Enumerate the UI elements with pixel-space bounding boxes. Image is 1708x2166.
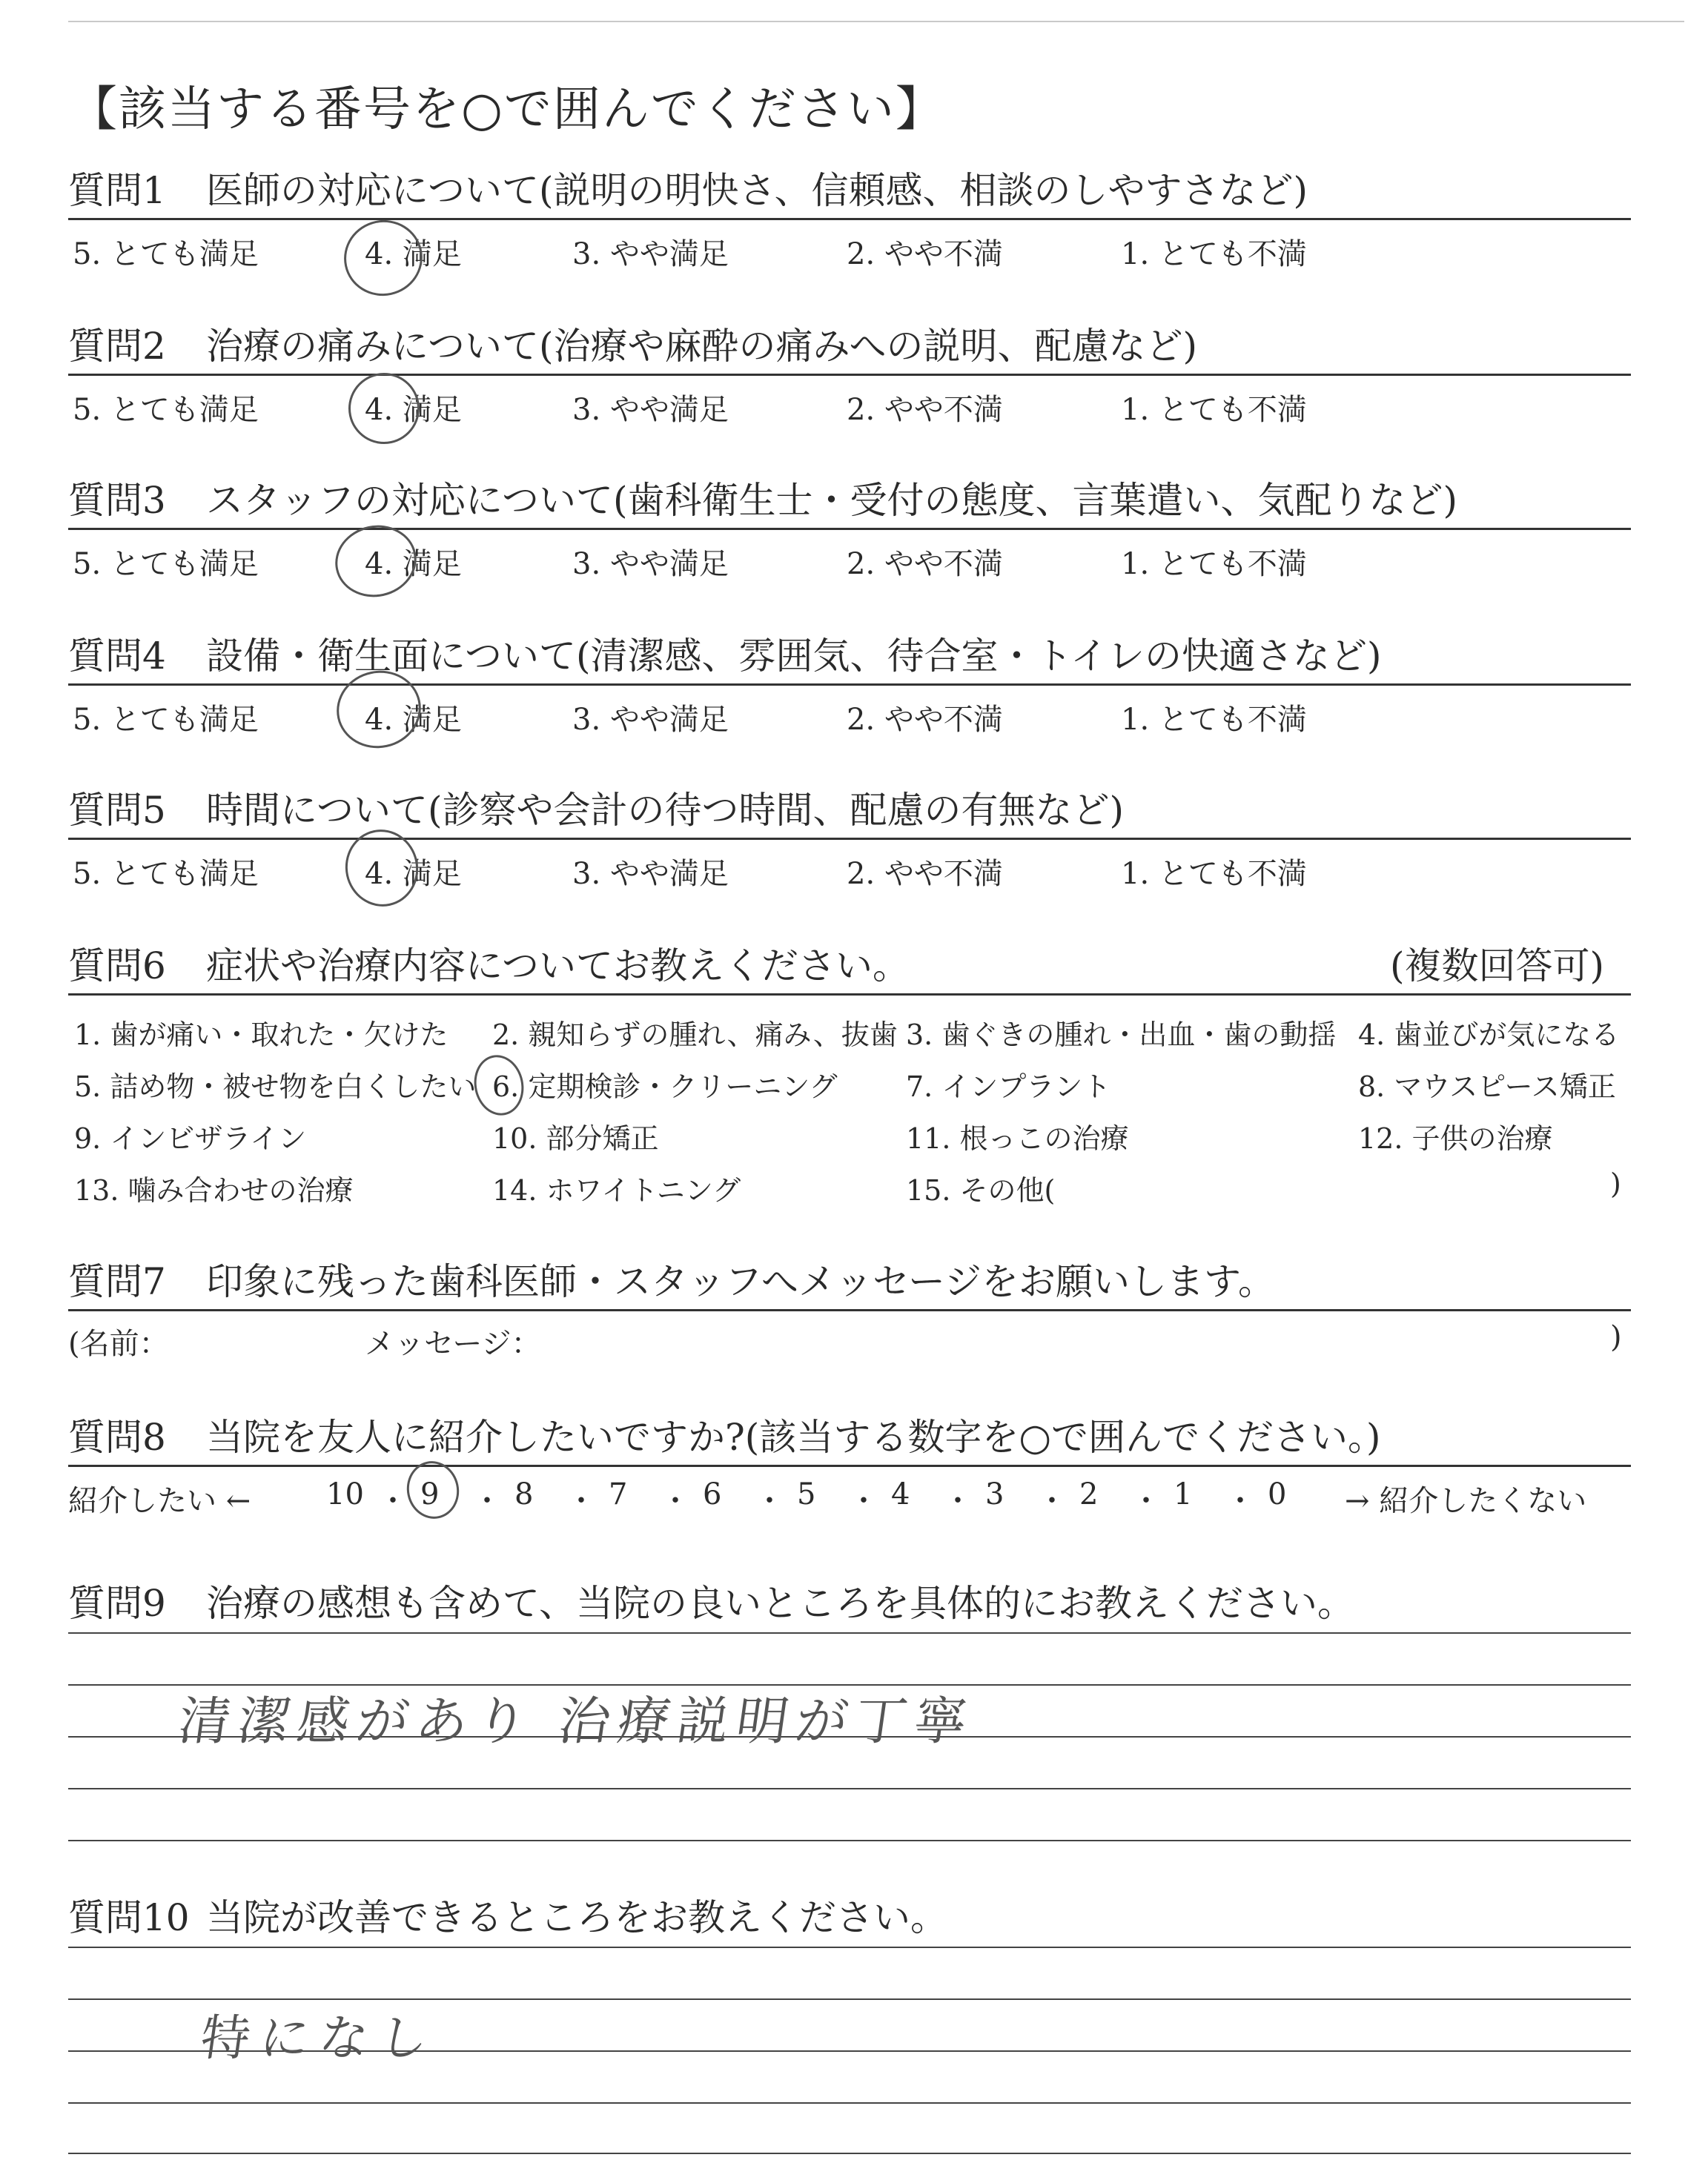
scale-right-label: → 紹介したくない: [1345, 1484, 1587, 1518]
question-text: 印象に残った歯科医師・スタッフへメッセージをお願いします。: [206, 1260, 1275, 1303]
scale-value-6[interactable]: 6: [703, 1477, 722, 1511]
rating-option-3[interactable]: 3. やや満足: [572, 393, 729, 427]
rating-option-5[interactable]: 5. とても満足: [73, 547, 259, 581]
question-text: 医師の対応について(説明の明快さ、信頼感、相談のしやすさなど): [206, 169, 1308, 212]
answer-line: [68, 1840, 1631, 1841]
scale-separator: ・: [661, 1484, 690, 1518]
question-text: 設備・衛生面について(清潔感、雰囲気、待合室・トイレの快適さなど): [206, 635, 1382, 678]
question-title: [68, 784, 1631, 836]
scale-value-0[interactable]: 0: [1268, 1477, 1287, 1511]
rating-options: [68, 840, 1631, 891]
rating-option-4[interactable]: 4. 満足: [365, 703, 462, 737]
message-close-paren: ): [1610, 1320, 1622, 1354]
scale-value-5[interactable]: 5: [797, 1477, 816, 1511]
question-7: [68, 1256, 1631, 1361]
rating-option-4[interactable]: 4. 満足: [365, 857, 462, 891]
scale-separator: ・: [1037, 1484, 1067, 1518]
question-text: 時間について(診察や会計の待つ時間、配慮の有無など): [206, 789, 1125, 832]
rating-option-2[interactable]: 2. やや不満: [847, 857, 1003, 891]
question-text: 当院を友人に紹介したいですか?(該当する数字を○で囲んでください。): [206, 1416, 1381, 1459]
rating-option-3[interactable]: 3. やや満足: [572, 857, 729, 891]
question-9: [68, 1577, 1631, 1911]
symptom-option-6[interactable]: 6. 定期検診・クリーニング: [492, 1070, 838, 1103]
rating-option-4[interactable]: 4. 満足: [365, 237, 462, 271]
rating-options: [68, 686, 1631, 737]
rating-option-3[interactable]: 3. やや満足: [572, 237, 729, 271]
scale-separator: ・: [1131, 1484, 1161, 1518]
answer-line: [68, 2153, 1631, 2154]
rating-option-1[interactable]: 1. とても不満: [1121, 393, 1307, 427]
symptom-option-5[interactable]: 5. 詰め物・被せ物を白くしたい: [74, 1070, 477, 1103]
question-2: [68, 320, 1631, 427]
scale-separator: ・: [566, 1484, 596, 1518]
hand-circle-mark: [338, 823, 425, 913]
rating-options: [68, 220, 1631, 271]
hand-circle-mark: [342, 366, 426, 451]
hand-circle-mark: [337, 213, 430, 303]
question-text: 治療の感想も含めて、当院の良いところを具体的にお教えください。: [206, 1582, 1354, 1625]
scale-value-8[interactable]: 8: [514, 1477, 534, 1511]
scale-value-7[interactable]: 7: [609, 1477, 628, 1511]
answer-line: [68, 1947, 1631, 1948]
answer-line: [68, 1788, 1631, 1789]
question-title: [68, 474, 1631, 526]
rating-option-2[interactable]: 2. やや不満: [847, 547, 1003, 581]
question-title: [68, 165, 1631, 216]
scale-value-9[interactable]: 9: [420, 1477, 440, 1511]
question-number: 質問10: [68, 1896, 190, 1939]
hand-circle-mark: [469, 1050, 529, 1120]
question-8: [68, 1411, 1631, 1518]
scale-value-3[interactable]: 3: [985, 1477, 1004, 1511]
question-1: [68, 165, 1631, 271]
question-number: 質問7: [68, 1260, 166, 1303]
question-title: [68, 1411, 1631, 1463]
symptom-option-7[interactable]: 7. インプラント: [906, 1070, 1111, 1103]
question-title: [68, 630, 1631, 682]
question-number: 質問5: [68, 789, 166, 832]
other-close-paren: ): [1610, 1168, 1621, 1200]
symptom-option-13[interactable]: 13. 噛み合わせの治療: [74, 1174, 354, 1207]
rating-option-2[interactable]: 2. やや不満: [847, 393, 1003, 427]
name-label: (名前：: [68, 1327, 169, 1361]
symptom-option-14[interactable]: 14. ホワイトニング: [492, 1174, 741, 1207]
symptom-option-11[interactable]: 11. 根っこの治療: [906, 1122, 1129, 1155]
question-number: 質問1: [68, 169, 166, 212]
message-label: メッセージ：: [365, 1327, 541, 1361]
answer-line: [68, 1632, 1631, 1634]
rating-option-4[interactable]: 4. 満足: [365, 547, 462, 581]
rating-option-3[interactable]: 3. やや満足: [572, 547, 729, 581]
rating-option-4[interactable]: 4. 満足: [365, 393, 462, 427]
scale-separator: ・: [1225, 1484, 1255, 1518]
symptom-option-12[interactable]: 12. 子供の治療: [1358, 1122, 1553, 1155]
scale-value-10[interactable]: 10: [326, 1477, 364, 1511]
rating-option-5[interactable]: 5. とても満足: [73, 857, 259, 891]
symptom-option-2[interactable]: 2. 親知らずの腫れ、痛み、抜歯: [492, 1019, 898, 1051]
question-title: [68, 1256, 1631, 1308]
rating-option-2[interactable]: 2. やや不満: [847, 703, 1003, 737]
scale-separator: ・: [943, 1484, 973, 1518]
scale-value-1[interactable]: 1: [1174, 1477, 1193, 1511]
question-number: 質問8: [68, 1416, 166, 1459]
rating-options: [68, 530, 1631, 581]
answer-line: [68, 2102, 1631, 2104]
scale-separator: ・: [472, 1484, 502, 1518]
hand-circle-mark: [328, 518, 423, 605]
rating-option-3[interactable]: 3. やや満足: [572, 703, 729, 737]
rating-options: [68, 376, 1631, 427]
scale-value-4[interactable]: 4: [891, 1477, 910, 1511]
scale-separator: ・: [849, 1484, 878, 1518]
scale-separator: ・: [755, 1484, 784, 1518]
question-10: [68, 1892, 1631, 2166]
handwritten-answer: 清潔感があり 治療説明が丁寧: [174, 1691, 979, 1752]
symptom-option-3[interactable]: 3. 歯ぐきの腫れ・出血・歯の動揺: [906, 1019, 1337, 1051]
rating-option-1[interactable]: 1. とても不満: [1121, 237, 1307, 271]
question-title: [68, 320, 1631, 372]
scale-separator: ・: [378, 1484, 408, 1518]
symptom-option-8[interactable]: 8. マウスピース矯正: [1358, 1070, 1616, 1103]
recommend-scale: [68, 1467, 1631, 1518]
symptom-option-10[interactable]: 10. 部分矯正: [492, 1122, 659, 1155]
top-border: [68, 21, 1684, 22]
rating-option-5[interactable]: 5. とても満足: [73, 393, 259, 427]
rating-option-5[interactable]: 5. とても満足: [73, 237, 259, 271]
scale-value-2[interactable]: 2: [1079, 1477, 1099, 1511]
rating-option-1[interactable]: 1. とても不満: [1121, 547, 1307, 581]
question-3: [68, 474, 1631, 581]
question-number: 質問3: [68, 479, 166, 522]
symptom-option-4[interactable]: 4. 歯並びが気になる: [1358, 1019, 1620, 1051]
handwritten-answer: 特になし: [196, 2010, 443, 2067]
symptom-option-1[interactable]: 1. 歯が痛い・取れた・欠けた: [74, 1019, 448, 1051]
symptom-option-9[interactable]: 9. インビザライン: [74, 1122, 307, 1155]
message-row: [68, 1311, 1631, 1361]
symptom-options: [68, 996, 1631, 1218]
scale-left-label: 紹介したい ←: [68, 1484, 251, 1518]
question-title: [68, 1577, 1631, 1629]
question-5: [68, 784, 1631, 891]
question-number: 質問9: [68, 1582, 166, 1625]
question-text: 治療の痛みについて(治療や麻酔の痛みへの説明、配慮など): [206, 325, 1198, 368]
hand-circle-mark: [402, 1457, 465, 1524]
answer-lines: [68, 1944, 1631, 2166]
rating-option-5[interactable]: 5. とても満足: [73, 703, 259, 737]
question-text: スタッフの対応について(歯科衛生士・受付の態度、言葉遣い、気配りなど): [206, 479, 1458, 522]
question-title: [68, 1892, 1631, 1944]
rating-option-1[interactable]: 1. とても不満: [1121, 703, 1307, 737]
question-number: 質問2: [68, 325, 166, 368]
question-4: [68, 630, 1631, 737]
question-title: [68, 940, 1631, 992]
page-title: 【該当する番号を○で囲んでください】: [70, 82, 944, 137]
rating-option-2[interactable]: 2. やや不満: [847, 237, 1003, 271]
rating-option-1[interactable]: 1. とても不満: [1121, 857, 1307, 891]
question-6: [68, 940, 1631, 1218]
question-text: 当院が改善できるところをお教えください。: [206, 1896, 947, 1939]
multiple-answer-note: (複数回答可): [1389, 944, 1604, 987]
question-text: 症状や治療内容についてお教えください。: [206, 944, 910, 987]
answer-lines: [68, 1629, 1631, 1911]
symptom-option-15[interactable]: 15. その他(: [906, 1174, 1056, 1207]
question-number: 質問4: [68, 635, 166, 678]
question-number: 質問6: [68, 944, 166, 987]
